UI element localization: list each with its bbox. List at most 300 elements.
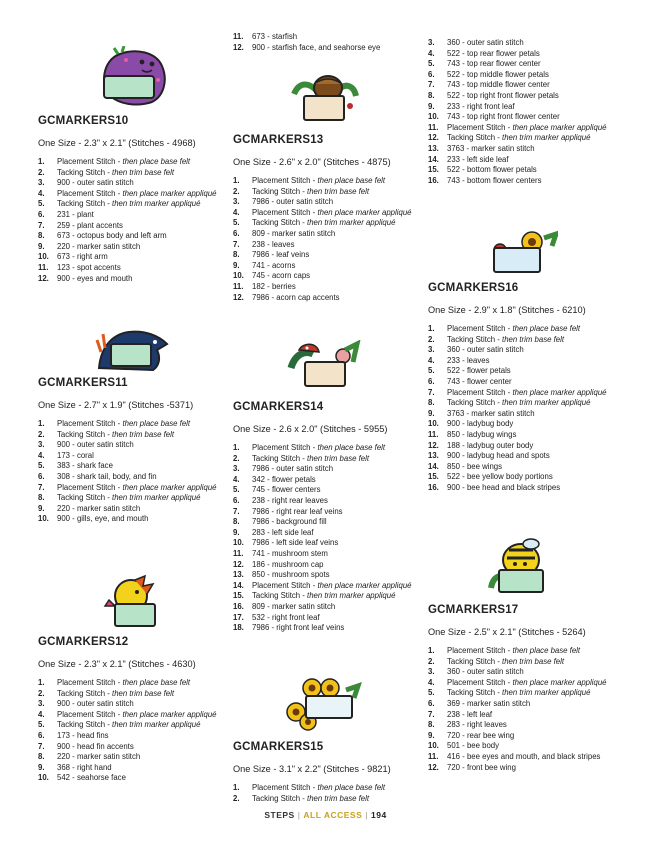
step-text: 238 - leaves [252,239,295,249]
step-text: 188 - ladybug outer body [447,440,534,450]
step-text: 220 - marker satin stitch [57,752,141,762]
stitch-step [428,763,628,774]
step-text: Tacking Stitch - [252,591,308,601]
step-number: 8. [428,398,435,408]
step-text: 522 - flower petals [447,366,511,376]
step-text: 809 - marker satin stitch [252,601,336,611]
step-number: 5. [233,218,240,228]
stitch-step [428,441,628,452]
step-text: Tacking Stitch - [57,493,113,503]
stitch-steps [233,176,433,303]
step-number: 5. [233,485,240,495]
stitch-step [233,549,433,560]
step-instruction: then place marker appliqué [122,709,217,719]
stitch-step [233,613,433,624]
step-number: 6. [428,69,435,79]
stitch-step [233,271,433,282]
stitch-step [428,451,628,462]
stitch-steps [233,443,433,634]
step-instruction: then trim base felt [112,688,175,698]
step-text: 850 - ladybug wings [447,429,517,439]
stitch-step [38,168,238,179]
step-number: 1. [233,176,240,185]
acorn-marker-illustration [288,70,360,128]
pattern-gcmarkers11 [38,377,238,525]
step-text: 7986 - background fill [252,517,327,527]
stitch-step [428,398,628,409]
step-text: 233 - leaves [447,355,490,365]
step-text: Placement Stitch - [252,207,318,217]
step-number: 2. [428,334,435,344]
step-number: 9. [233,527,240,537]
step-text: 259 - plant accents [57,220,123,230]
step-number: 12. [428,440,439,450]
step-instruction: then place marker appliqué [317,580,412,590]
stitch-step [428,483,628,494]
stitch-step [38,260,240,274]
stitch-step [428,688,628,699]
footer-section: ALL ACCESS [303,810,363,820]
step-text: 741 - acorns [252,260,296,270]
step-number: 8. [233,517,240,527]
stitch-steps [428,324,628,494]
stitch-step [428,720,628,731]
page-number: 194 [370,810,387,820]
stitch-step [428,59,628,70]
step-text: 3763 - marker satin stitch [447,408,535,418]
step-text: 900 - gills, eye, and mouth [57,514,149,524]
pattern-title: GCMARKERS14 [233,401,324,413]
step-number: 7. [428,387,435,397]
step-text: 186 - mushroom cap [252,559,324,569]
step-text: Tacking Stitch - [252,186,308,196]
step-number: 13. [428,451,439,461]
step-text: Tacking Stitch - [447,133,503,143]
step-instruction: then place base felt [122,419,191,428]
step-number: 6. [428,698,435,708]
stitch-step [38,710,238,721]
stitch-steps [38,419,238,525]
stitch-step [38,186,240,200]
step-number: 7. [38,741,45,751]
stitch-step [233,187,433,198]
step-instruction: then trim base felt [307,186,370,196]
step-number: 1. [233,783,240,792]
step-text: Placement Stitch - [447,324,513,333]
step-number: 17. [233,612,244,622]
stitch-step [38,252,238,263]
step-instruction: then place marker appliqué [512,122,607,132]
stitch-step [38,689,238,700]
step-text: 342 - flower petals [252,474,316,484]
stitch-step [38,221,238,232]
step-number: 1. [233,443,240,452]
step-number: 8. [428,90,435,100]
step-text: 360 - outer satin stitch [447,667,524,677]
step-text: Tacking Stitch - [252,793,308,803]
step-number: 9. [38,241,45,251]
step-text: 308 - shark tail, body, and fin [57,471,157,481]
step-number: 12. [428,762,439,772]
step-text: 809 - marker satin stitch [252,228,336,238]
step-number: 10. [428,741,439,751]
step-number: 4. [233,474,240,484]
pattern-gcmarkers13 [233,134,433,303]
stitch-step [428,102,628,113]
stitch-step [428,710,628,721]
pattern-title: GCMARKERS11 [38,377,128,389]
step-number: 1. [38,419,45,428]
step-number: 10. [233,271,244,281]
step-number: 18. [233,623,244,633]
step-text: 850 - bee wings [447,461,503,471]
stitch-step [38,763,238,774]
step-text: 743 - top right front flower center [447,112,560,122]
step-text: 743 - top middle flower center [447,80,550,90]
step-instruction: then trim marker appliqué [112,493,201,503]
step-text: Placement Stitch - [57,419,123,428]
stitch-step [428,699,628,710]
stitch-step [428,419,628,430]
step-number: 6. [428,376,435,386]
step-instruction: then place marker appliqué [317,207,412,217]
step-number: 1. [428,324,435,333]
step-number: 4. [428,355,435,365]
step-number: 3. [233,464,240,474]
step-text: 743 - top rear flower center [447,59,541,69]
seahorse-marker-illustration [101,574,161,632]
step-number: 15. [428,165,439,175]
step-number: 7. [233,239,240,249]
step-text: Tacking Stitch - [57,167,113,177]
step-text: 220 - marker satin stitch [57,503,141,513]
stitch-step [38,451,238,462]
pattern-title: GCMARKERS17 [428,604,519,616]
step-number: 8. [428,720,435,730]
step-number: 4. [38,450,45,460]
step-text: 673 - octopus body and left arm [57,231,167,241]
pattern-size: One Size - 3.1" x 2.2" (Stitches - 9821) [233,764,391,774]
pattern-title: GCMARKERS13 [233,134,324,146]
stitch-step [233,591,433,602]
step-text: 360 - outer satin stitch [447,345,524,355]
step-instruction: then trim base felt [307,453,370,463]
step-text: 522 - top right front flower petals [447,90,559,100]
step-number: 14. [428,461,439,471]
pattern-size: One Size - 2.7" x 1.9" (Stitches -5371) [38,400,194,410]
step-text: 741 - mushroom stem [252,548,328,558]
stitch-step [38,157,238,168]
stitch-step [233,176,433,187]
step-number: 10. [38,773,49,783]
step-text: 900 - bee head and black stripes [447,482,561,492]
step-number: 4. [38,709,45,719]
step-text: 233 - right front leaf [447,101,515,111]
stitch-step [428,409,628,420]
step-number: 14. [428,154,439,164]
step-number: 5. [38,720,45,730]
step-number: 9. [38,762,45,772]
step-instruction: then trim base felt [112,167,175,177]
step-number: 9. [38,503,45,513]
stitch-step [38,720,238,731]
step-number: 6. [38,730,45,740]
stitch-step [233,261,433,272]
step-number: 4. [233,207,240,217]
stitch-step [428,165,628,176]
step-number: 11. [233,32,244,41]
step-number: 11. [428,429,439,439]
stitch-step [428,324,628,335]
step-number: 9. [428,101,435,111]
step-number: 11. [428,122,439,132]
pattern-gcmarkers17 [428,604,628,773]
step-text: 542 - seahorse face [57,773,126,783]
step-number: 7. [233,506,240,516]
step-text: 283 - left side leaf [252,527,314,537]
step-number: 12. [38,273,49,283]
octopus-marker-illustration [96,46,168,108]
step-number: 12. [233,292,244,302]
stitch-step [233,581,433,592]
step-number: 8. [38,493,45,503]
stitch-step [38,493,238,504]
step-text: 900 - outer satin stitch [57,440,134,450]
step-instruction: then place base felt [122,678,191,687]
step-text: Placement Stitch - [57,482,123,492]
stitch-step [428,741,628,752]
step-instruction: then trim marker appliqué [502,688,591,698]
stitch-step [428,335,628,346]
step-number: 3. [38,699,45,709]
stitch-step [233,794,433,805]
step-text: 673 - starfish [252,32,298,41]
step-instruction: then place marker appliqué [512,677,607,687]
step-number: 16. [428,175,439,185]
stitch-step [233,485,433,496]
step-text: Placement Stitch - [447,677,513,687]
step-number: 8. [38,752,45,762]
step-number: 15. [233,591,244,601]
shark-marker-illustration [95,324,171,374]
step-number: 14. [233,580,244,590]
stitch-step [38,699,238,710]
step-text: 7986 - leaf veins [252,250,310,260]
step-text: 743 - bottom flower centers [447,175,542,185]
step-text: 501 - bee body [447,741,500,751]
pattern-gcmarkers14 [233,401,433,634]
step-number: 9. [233,260,240,270]
step-text: Placement Stitch - [57,157,123,166]
stitch-step [38,207,240,221]
stitch-step [38,430,238,441]
step-instruction: then trim base felt [502,656,565,666]
step-text: 900 - eyes and mouth [57,273,133,283]
step-text: 7986 - right rear leaf veins [252,506,343,516]
step-text: Placement Stitch - [57,678,123,687]
stitch-step [428,176,628,187]
step-text: 369 - marker satin stitch [447,698,531,708]
step-number: 5. [38,461,45,471]
step-number: 9. [428,730,435,740]
stitch-step [428,667,628,678]
pattern-size: One Size - 2.6 x 2.0" (Stitches - 5955) [233,424,388,434]
step-text: 360 - outer satin stitch [447,38,524,47]
step-number: 10. [233,538,244,548]
step-text: 7986 - acorn cap accents [252,292,340,302]
step-instruction: then place base felt [512,646,581,655]
stitch-step [428,70,628,81]
step-number: 3. [428,667,435,677]
step-number: 12. [233,559,244,569]
pattern-gcmarkers12-continued [233,32,433,53]
stitch-step [428,678,628,689]
step-text: 745 - flower centers [252,485,321,495]
step-text: Placement Stitch - [447,646,513,655]
stitch-step [428,388,628,399]
step-number: 10. [38,514,49,524]
footer-brand: STEPS [264,810,295,820]
stitch-step [233,570,433,581]
step-text: Placement Stitch - [57,188,123,198]
step-text: 238 - left leaf [447,709,493,719]
stitch-step [233,293,433,304]
step-text: 522 - bottom flower petals [447,165,537,175]
stitch-step [38,678,238,689]
stitch-step [38,440,238,451]
step-number: 9. [428,408,435,418]
step-text: 900 - head fin accents [57,741,134,751]
step-number: 13. [233,570,244,580]
pattern-size: One Size - 2.3" x 2.1" (Stitches - 4968) [38,138,196,148]
step-text: 182 - berries [252,281,296,291]
step-text: 522 - bee yellow body portions [447,472,553,482]
stitch-step [38,504,238,515]
step-number: 5. [428,59,435,69]
step-instruction: then place base felt [512,324,581,333]
step-number: 12. [428,133,439,143]
step-number: 7. [38,482,45,492]
step-number: 10. [428,112,439,122]
stitch-step [38,752,238,763]
step-text: 900 - ladybug body [447,419,514,429]
step-number: 5. [428,688,435,698]
pattern-title: GCMARKERS12 [38,636,129,648]
stitch-step [428,155,628,166]
step-instruction: then place base felt [317,176,386,185]
stitch-step [233,43,433,54]
step-text: 123 - spot accents [57,262,121,272]
stitch-step [428,646,628,657]
stitch-step [233,623,433,634]
ladybug-bee-marker-illustration [480,230,558,278]
step-number: 11. [233,281,244,291]
step-text: Tacking Stitch - [252,453,308,463]
step-number: 11. [38,262,49,272]
stitch-step [38,514,238,525]
step-number: 16. [428,482,439,492]
stitch-step [38,274,238,285]
step-text: 743 - flower center [447,376,512,386]
stitch-step [233,507,433,518]
step-number: 2. [233,186,240,196]
stitch-step [233,538,433,549]
stitch-step [428,133,628,144]
step-number: 3. [38,178,45,188]
stitch-step [428,112,628,123]
step-instruction: then place base felt [122,157,191,166]
step-text: 720 - rear bee wing [447,730,515,740]
stitch-step [428,49,628,60]
step-number: 4. [428,48,435,58]
pattern-title: GCMARKERS10 [38,115,129,127]
stitch-step [233,218,433,229]
step-instruction: then trim base felt [307,793,370,803]
step-text: 7986 - left side leaf veins [252,538,339,548]
stitch-steps-continued [428,38,628,186]
stitch-step [428,80,628,91]
step-text: 416 - bee eyes and mouth, and black stripes [447,751,601,761]
step-text: 532 - right front leaf [252,612,320,622]
step-instruction: then trim base felt [502,334,565,344]
step-number: 2. [233,453,240,463]
step-number: 8. [38,231,45,241]
step-number: 3. [428,38,435,47]
step-text: 900 - outer satin stitch [57,699,134,709]
stitch-step [428,144,628,155]
pattern-gcmarkers16 [428,282,628,494]
step-text: 900 - starfish face, and seahorse eye [252,42,381,52]
stitch-step [233,197,433,208]
step-number: 6. [233,228,240,238]
step-number: 5. [38,199,45,209]
step-text: 522 - top rear flower petals [447,48,540,58]
step-instruction: then trim marker appliqué [502,398,591,408]
pattern-title: GCMARKERS16 [428,282,519,294]
stitch-steps [428,646,628,773]
step-text: 7986 - right front leaf veins [252,623,345,633]
pattern-gcmarkers15 [233,741,433,804]
stitch-step [233,475,433,486]
step-text: Placement Stitch - [252,176,318,185]
stitch-step [428,356,628,367]
step-number: 3. [428,345,435,355]
step-text: 383 - shark face [57,461,113,471]
pattern-size: One Size - 2.6" x 2.0" (Stitches - 4875) [233,157,391,167]
step-instruction: then place marker appliqué [512,387,607,397]
step-text: 522 - top middle flower petals [447,69,549,79]
stitch-step [428,752,628,763]
mushroom-marker-illustration [287,340,361,400]
stitch-steps [38,157,238,284]
step-text: 173 - head fins [57,730,109,740]
step-text: Tacking Stitch - [447,398,503,408]
step-number: 15. [428,472,439,482]
pattern-gcmarkers10 [38,115,238,284]
step-text: 7986 - outer satin stitch [252,464,334,474]
step-instruction: then place marker appliqué [122,188,217,198]
stitch-step [428,462,628,473]
step-text: Placement Stitch - [57,709,123,719]
step-instruction: then place base felt [317,783,386,792]
stitch-step [233,528,433,539]
step-number: 1. [38,157,45,166]
pattern-gcmarkers12 [38,636,238,784]
pattern-size: One Size - 2.3" x 2.1" (Stitches - 4630) [38,659,196,669]
step-text: 745 - acorn caps [252,271,311,281]
step-text: Placement Stitch - [447,122,513,132]
step-number: 11. [233,548,244,558]
